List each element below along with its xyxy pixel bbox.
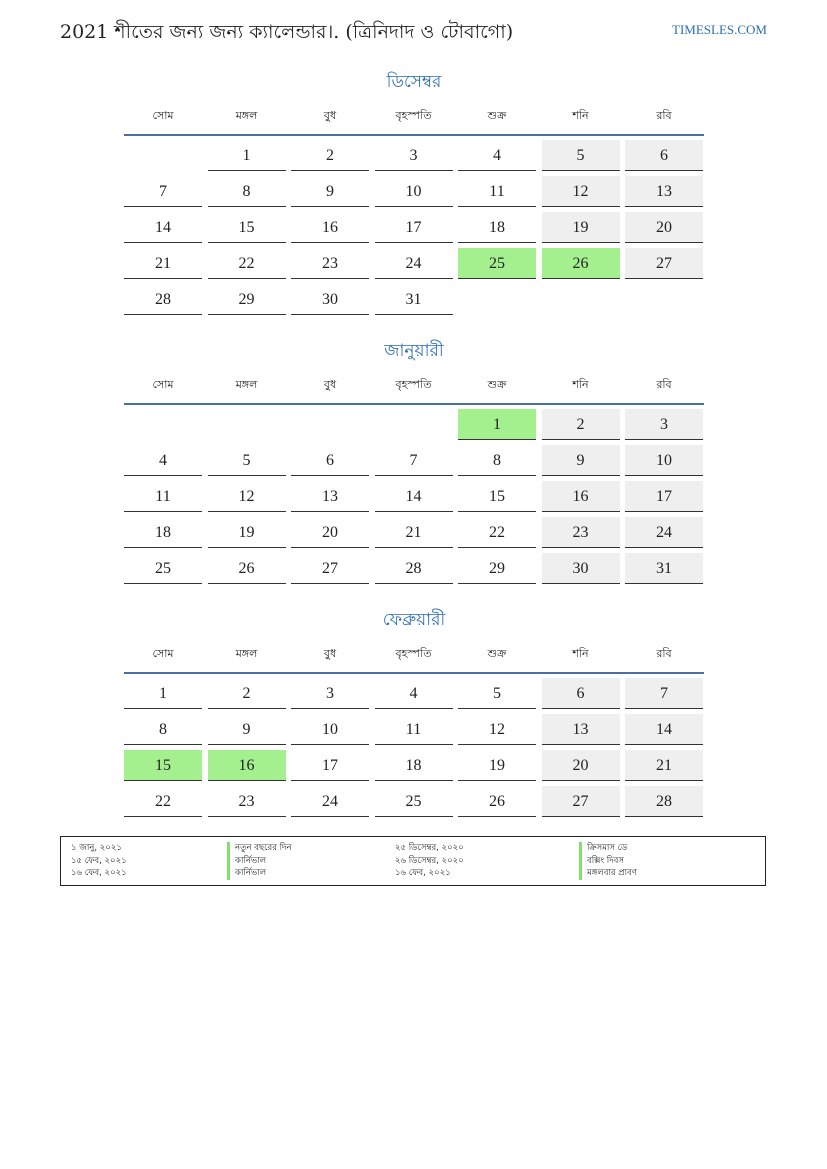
day-cell: 29 xyxy=(458,553,536,584)
day-cell: 11 xyxy=(124,481,202,512)
day-cell: 31 xyxy=(375,284,453,315)
day-cell: 12 xyxy=(208,481,286,512)
day-cell: 23 xyxy=(208,786,286,817)
day-cell: 4 xyxy=(124,445,202,476)
day-cell: 3 xyxy=(375,140,453,171)
weekday-label: বুধ xyxy=(323,109,337,122)
holiday-name: মঙ্গলবার প্রাবণ xyxy=(579,867,637,880)
day-cell: 22 xyxy=(124,786,202,817)
day-cell: 22 xyxy=(458,517,536,548)
weekday-label: শনি xyxy=(572,378,589,391)
day-cell: 10 xyxy=(625,445,703,476)
day-cell: 7 xyxy=(124,176,202,207)
day-cell: 26 xyxy=(208,553,286,584)
day-cell: 6 xyxy=(291,445,369,476)
day-grid xyxy=(124,409,704,589)
brand-link[interactable]: TIMESLES.COM xyxy=(672,22,767,37)
day-grid xyxy=(124,678,704,822)
weekday-header xyxy=(124,367,704,405)
weekday-label: সোম xyxy=(152,109,174,122)
day-cell: 11 xyxy=(375,714,453,745)
holiday-date: ১৫ ফেব, ২০২১ xyxy=(71,855,127,866)
day-cell: 5 xyxy=(208,445,286,476)
weekday-label: সোম xyxy=(152,647,174,660)
day-cell: 21 xyxy=(625,750,703,781)
weekday-label: মঙ্গল xyxy=(235,109,258,122)
day-cell: 26 xyxy=(458,786,536,817)
day-cell: 10 xyxy=(291,714,369,745)
holiday-names-column-2 xyxy=(579,842,637,880)
day-cell: 27 xyxy=(625,248,703,279)
day-cell: 11 xyxy=(458,176,536,207)
day-cell: 27 xyxy=(291,553,369,584)
holiday-name: বক্সিং দিবস xyxy=(579,855,637,868)
day-cell: 14 xyxy=(625,714,703,745)
day-cell: 12 xyxy=(458,714,536,745)
day-cell: 15 xyxy=(458,481,536,512)
day-cell: 28 xyxy=(375,553,453,584)
day-cell: 18 xyxy=(124,517,202,548)
day-cell: 25 xyxy=(375,786,453,817)
month-calendar xyxy=(124,608,704,822)
day-cell: 25 xyxy=(124,553,202,584)
weekday-label: বুধ xyxy=(323,647,337,660)
weekday-label: সোম xyxy=(152,378,174,391)
month-calendar xyxy=(124,339,704,589)
day-cell: 17 xyxy=(375,212,453,243)
weekday-label: বৃহস্পতি xyxy=(395,109,432,122)
weekday-label: মঙ্গল xyxy=(235,647,258,660)
day-cell: 24 xyxy=(291,786,369,817)
day-cell: 16 xyxy=(542,481,620,512)
holiday-day-cell: 26 xyxy=(542,248,620,279)
day-cell: 7 xyxy=(625,678,703,709)
day-cell: 17 xyxy=(291,750,369,781)
day-cell: 20 xyxy=(291,517,369,548)
day-cell: 2 xyxy=(291,140,369,171)
day-cell: 10 xyxy=(375,176,453,207)
day-cell: 12 xyxy=(542,176,620,207)
day-cell: 14 xyxy=(124,212,202,243)
holiday-date: ১৬ ফেব, ২০২১ xyxy=(71,868,127,878)
day-cell: 5 xyxy=(458,678,536,709)
holiday-dates-column-2 xyxy=(395,842,464,880)
day-cell: 16 xyxy=(291,212,369,243)
day-cell: 3 xyxy=(291,678,369,709)
holiday-day-cell: 16 xyxy=(208,750,286,781)
day-cell: 3 xyxy=(625,409,703,440)
weekday-label: রবি xyxy=(656,647,672,660)
holiday-date: ২৬ ডিসেম্বর, ২০২০ xyxy=(395,855,464,866)
holiday-date: ২৫ ডিসেম্বর, ২০২০ xyxy=(395,843,464,853)
holiday-day-cell: 15 xyxy=(124,750,202,781)
weekday-label: রবি xyxy=(656,378,672,391)
day-cell: 18 xyxy=(458,212,536,243)
day-cell: 18 xyxy=(375,750,453,781)
holiday-name: নতুন বছরের দিন xyxy=(227,842,292,855)
day-cell: 24 xyxy=(375,248,453,279)
weekday-label: মঙ্গল xyxy=(235,378,258,391)
day-cell: 19 xyxy=(458,750,536,781)
day-cell: 17 xyxy=(625,481,703,512)
day-cell: 13 xyxy=(291,481,369,512)
day-cell: 4 xyxy=(375,678,453,709)
weekday-label: রবি xyxy=(656,109,672,122)
day-cell: 7 xyxy=(375,445,453,476)
day-cell: 20 xyxy=(542,750,620,781)
day-cell: 1 xyxy=(124,678,202,709)
day-cell: 8 xyxy=(208,176,286,207)
day-cell: 13 xyxy=(542,714,620,745)
day-cell: 31 xyxy=(625,553,703,584)
holiday-name: কার্নিভাল xyxy=(227,867,292,880)
holiday-name: কার্নিভাল xyxy=(227,855,292,868)
weekday-label: শনি xyxy=(572,647,589,660)
day-cell: 30 xyxy=(542,553,620,584)
day-cell: 28 xyxy=(124,284,202,315)
weekday-header xyxy=(124,98,704,136)
holiday-name: ক্রিসমাস ডে xyxy=(579,842,637,855)
holiday-day-cell: 25 xyxy=(458,248,536,279)
weekday-label: শুক্র xyxy=(487,647,507,660)
month-title: ডিসেম্বর xyxy=(386,72,442,92)
month-title: ফেব্রুয়ারী xyxy=(382,610,446,630)
day-cell: 23 xyxy=(542,517,620,548)
day-cell: 14 xyxy=(375,481,453,512)
holiday-list xyxy=(60,836,766,886)
day-cell: 2 xyxy=(208,678,286,709)
holiday-date: ১৬ ফেব, ২০২১ xyxy=(395,868,451,878)
weekday-label: বৃহস্পতি xyxy=(395,378,432,391)
day-cell: 4 xyxy=(458,140,536,171)
month-calendar xyxy=(124,70,704,320)
weekday-label: শুক্র xyxy=(487,109,507,122)
day-cell: 9 xyxy=(208,714,286,745)
holiday-dates-column-1 xyxy=(71,842,127,880)
weekday-label: শুক্র xyxy=(487,378,507,391)
weekday-label: বৃহস্পতি xyxy=(395,647,432,660)
day-grid xyxy=(124,140,704,320)
day-cell: 24 xyxy=(625,517,703,548)
holiday-names-column-1 xyxy=(227,842,292,880)
day-cell: 30 xyxy=(291,284,369,315)
day-cell: 5 xyxy=(542,140,620,171)
holiday-date: ১ জানু, ২০২১ xyxy=(71,843,122,853)
day-cell: 9 xyxy=(291,176,369,207)
day-cell: 13 xyxy=(625,176,703,207)
day-cell: 23 xyxy=(291,248,369,279)
day-cell: 28 xyxy=(625,786,703,817)
weekday-label: শনি xyxy=(572,109,589,122)
day-cell: 15 xyxy=(208,212,286,243)
day-cell: 21 xyxy=(124,248,202,279)
page-title: 2021 শীতের জন্য জন্য ক্যালেন্ডার।. (ত্রিনিদাদ ও টোবাগো) xyxy=(60,21,514,43)
weekday-header xyxy=(124,636,704,674)
month-title: জানুয়ারী xyxy=(384,341,444,361)
holiday-day-cell: 1 xyxy=(458,409,536,440)
day-cell: 2 xyxy=(542,409,620,440)
day-cell: 22 xyxy=(208,248,286,279)
day-cell: 27 xyxy=(542,786,620,817)
day-cell: 6 xyxy=(625,140,703,171)
day-cell: 19 xyxy=(542,212,620,243)
day-cell: 21 xyxy=(375,517,453,548)
day-cell: 9 xyxy=(542,445,620,476)
day-cell: 29 xyxy=(208,284,286,315)
day-cell: 1 xyxy=(208,140,286,171)
day-cell: 19 xyxy=(208,517,286,548)
day-cell: 20 xyxy=(625,212,703,243)
weekday-label: বুধ xyxy=(323,378,337,391)
day-cell: 8 xyxy=(458,445,536,476)
day-cell: 8 xyxy=(124,714,202,745)
day-cell: 6 xyxy=(542,678,620,709)
